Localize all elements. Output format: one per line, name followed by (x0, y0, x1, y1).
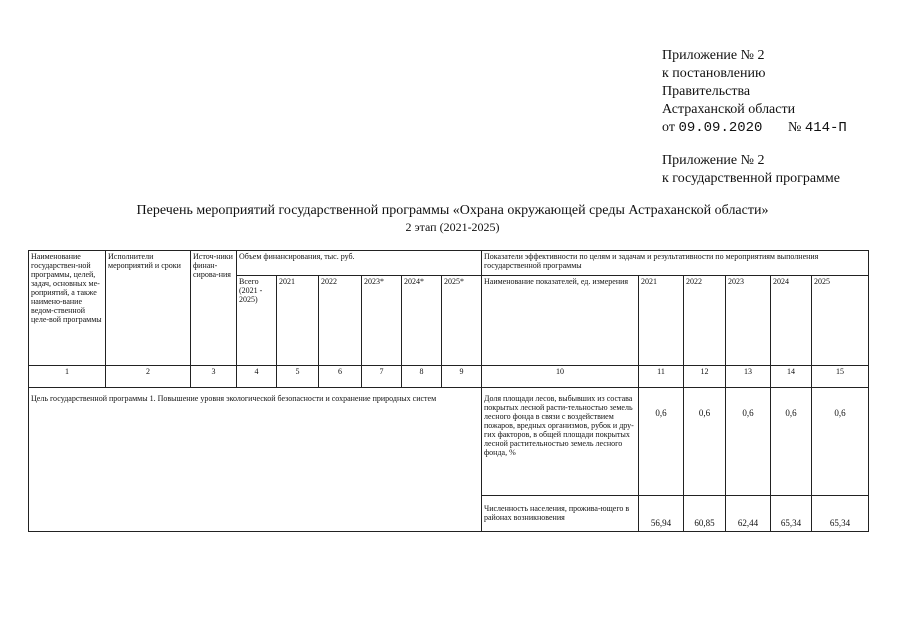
column-number: 15 (812, 366, 869, 388)
header-indicator-year: 2024 (771, 276, 812, 366)
header-indicator-year: 2022 (684, 276, 726, 366)
indicator-value-text: 0,6 (834, 408, 846, 418)
column-number: 12 (684, 366, 726, 388)
indicator-value: 56,94 (639, 496, 684, 532)
resolution-number: 414-П (804, 120, 847, 136)
header-indicator-name: Наименование показателей, ед. измерения (482, 276, 639, 366)
indicator-value: 60,85 (684, 496, 726, 532)
appendix-date-line (662, 119, 847, 137)
indicator-value (639, 388, 684, 496)
indicator-value (771, 388, 812, 496)
appendix-block-resolution (662, 47, 847, 137)
header-funding-year: 2025* (442, 276, 482, 366)
indicator-value-text: 0,6 (742, 408, 754, 418)
indicator-value-text: 0,6 (785, 408, 797, 418)
column-number: 1 (29, 366, 106, 388)
header-indicators: Показатели эффективности по целям и задачам и результативности по мероприятиям выполнения государственной программы (482, 251, 869, 276)
appendix-block-program (662, 152, 840, 188)
document-title: Перечень мероприятий государственной программы «Охрана окружающей среды Астраханской области» (136, 203, 769, 218)
number-label: № (787, 120, 802, 135)
indicator-name: Численность населения, прожива-ющего в районах возникновения (482, 496, 639, 532)
header-total: Всего (2021 - 2025) (237, 276, 277, 366)
column-number: 5 (277, 366, 319, 388)
appendix-line: к государственной программе (662, 171, 840, 186)
column-number: 11 (639, 366, 684, 388)
column-number: 10 (482, 366, 639, 388)
indicator-value (812, 388, 869, 496)
column-number: 4 (237, 366, 277, 388)
indicator-value (684, 388, 726, 496)
appendix-line: к постановлению (662, 66, 766, 81)
header-indicator-year: 2021 (639, 276, 684, 366)
indicator-value: 65,34 (771, 496, 812, 532)
header-funding: Объем финансирования, тыс. руб. (237, 251, 482, 276)
column-number: 9 (442, 366, 482, 388)
header-indicator-year: 2023 (726, 276, 771, 366)
header-funding-year: 2024* (402, 276, 442, 366)
column-number: 6 (319, 366, 362, 388)
indicator-value-text: 0,6 (698, 408, 711, 418)
indicator-value: 62,44 (726, 496, 771, 532)
document-stage: 2 этап (2021-2025) (405, 220, 500, 234)
indicator-name: Доля площади лесов, выбывших из состава покрытых лесной расти-тельностью земель лесного фонда в связи с воздействием пожаров, вредных организмов, рубок и дру-гих факторов, в общей площади покрытых лесной растительностью земель лесного фонда, % (482, 388, 639, 496)
appendix-line: Приложение № 2 (662, 48, 765, 63)
table-row (29, 388, 869, 496)
appendix-line: Правительства (662, 84, 751, 99)
header-funding-year: 2023* (362, 276, 402, 366)
indicator-value: 65,34 (812, 496, 869, 532)
header-funding-year: 2021 (277, 276, 319, 366)
program-goal: Цель государственной программы 1. Повышение уровня экологической безопасности и сохранение природных систем (29, 388, 482, 532)
header-name: Наименование государствен-ной программы, целей, задач, основных ме-роприятий, а также наимено-вание ведом-ственной целе-вой программы (29, 251, 106, 366)
resolution-date: 09.09.2020 (678, 120, 763, 136)
header-sources: Источ-ники финан-сирова-ния (191, 251, 237, 366)
column-number: 8 (402, 366, 442, 388)
appendix-line: Приложение № 2 (662, 153, 765, 168)
column-number: 7 (362, 366, 402, 388)
column-number: 3 (191, 366, 237, 388)
activities-table (28, 250, 869, 532)
column-number: 14 (771, 366, 812, 388)
indicator-value-text: 0,6 (655, 408, 667, 418)
appendix-line: Астраханской области (662, 102, 796, 117)
column-number: 13 (726, 366, 771, 388)
column-number: 2 (106, 366, 191, 388)
header-executors: Исполнители мероприятий и сроки (106, 251, 191, 366)
from-label: от (662, 120, 675, 135)
header-funding-year: 2022 (319, 276, 362, 366)
indicator-value (726, 388, 771, 496)
header-indicator-year: 2025 (812, 276, 869, 366)
